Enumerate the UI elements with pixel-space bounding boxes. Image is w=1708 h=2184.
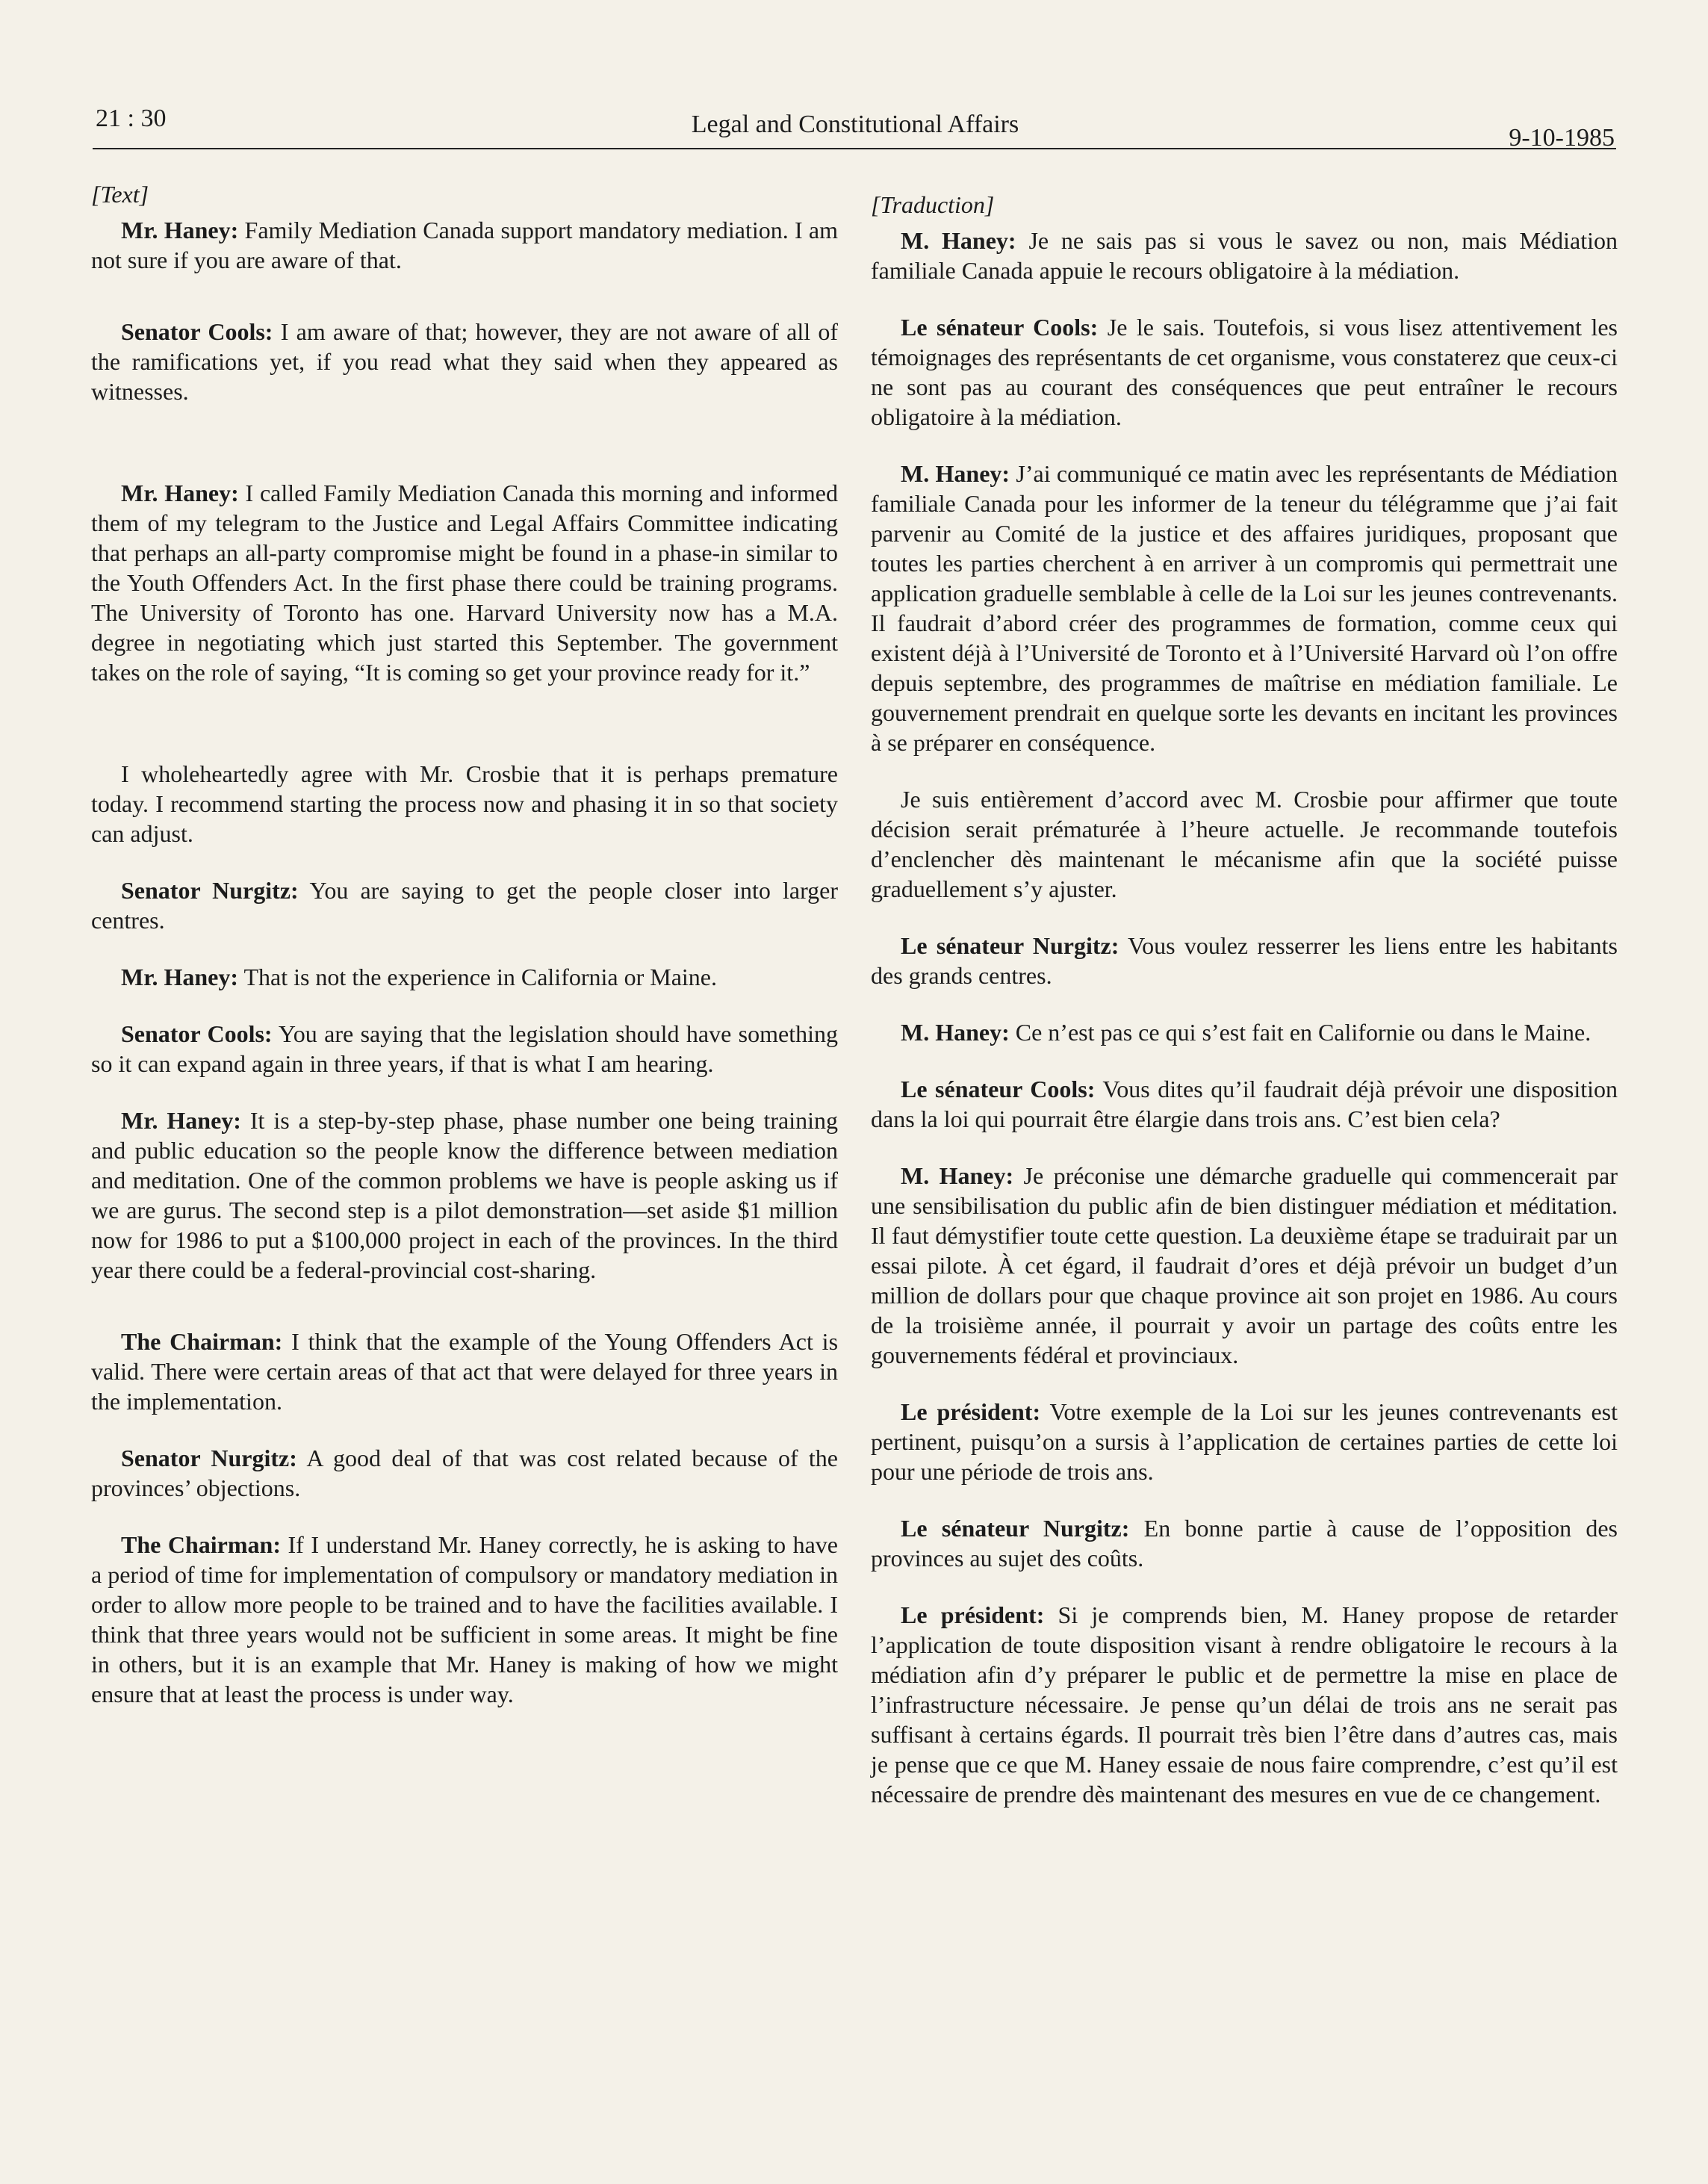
speech: I am aware of that; however, they are not aware of all of the ramifications yet, if you read what they said when they appeared as witnesses. bbox=[91, 318, 839, 405]
speech: Je ne sais pas si vous le savez ou non, mais Médiation familiale Canada appuie le recours obligatoire à la médiation. bbox=[871, 227, 1618, 284]
speech: En bonne partie à cause de l’opposition des provinces au sujet des coûts. bbox=[871, 1515, 1618, 1572]
speaker: Le sénateur Cools: bbox=[901, 1076, 1096, 1102]
speaker: Senator Cools: bbox=[121, 1020, 273, 1047]
paragraph bbox=[91, 1443, 838, 1503]
speech: Je préconise une démarche graduelle qui commencerait par une sensibilisation du public afin de bien distinguer médiation et méditation. Il faut démystifier toute cette question. La deuxième étape se traduirait par un essai pilote. À cet égard, il faudrait d’ores et déjà prévoir un budget d’un million de dollars pour que chaque province ait son projet en 1986. Au cours de la troisième année, il pourrait y avoir un partage des coûts entre les gouvernements fédéral et provinciaux. bbox=[871, 1162, 1618, 1368]
speaker: Mr. Haney: bbox=[121, 217, 239, 243]
paragraph bbox=[91, 478, 838, 687]
speaker: Le président: bbox=[901, 1398, 1041, 1425]
paragraph bbox=[871, 931, 1618, 990]
paragraph bbox=[871, 1600, 1618, 1809]
english-column bbox=[91, 179, 838, 1736]
paragraph bbox=[91, 1105, 838, 1285]
speech: Family Mediation Canada support mandatory mediation. I am not sure if you are aware of that. bbox=[91, 217, 839, 273]
speaker: Senator Cools: bbox=[121, 318, 273, 345]
column-label: [Traduction] bbox=[871, 191, 995, 218]
speaker: Senator Nurgitz: bbox=[121, 1445, 297, 1471]
speech: That is not the experience in California or Maine. bbox=[243, 964, 717, 990]
speaker: The Chairman: bbox=[121, 1531, 281, 1558]
speaker: Le sénateur Nurgitz: bbox=[901, 932, 1119, 959]
paragraph bbox=[871, 1074, 1618, 1134]
speaker: Mr. Haney: bbox=[121, 1107, 241, 1134]
speech: You are saying that the legislation should have something so it can expand again in three years, if that is what I am hearing. bbox=[91, 1020, 839, 1077]
page-header bbox=[96, 105, 1615, 152]
french-column bbox=[871, 190, 1618, 1836]
speaker: Le sénateur Nurgitz: bbox=[901, 1515, 1130, 1542]
paragraph bbox=[91, 1530, 838, 1709]
speaker: M. Haney: bbox=[901, 1019, 1010, 1046]
speech: Je le sais. Toutefois, si vous lisez attentivement les témoignages des représentants de cet organisme, vous constaterez que ceux-ci ne sont pas au courant des conséquences que peut entraîner le recours obligatoire à la médiation. bbox=[871, 314, 1618, 430]
paragraph bbox=[871, 312, 1618, 432]
speaker: Senator Nurgitz: bbox=[121, 877, 299, 904]
paragraph bbox=[91, 215, 838, 275]
speech: Vous dites qu’il faudrait déjà prévoir une disposition dans la loi qui pourrait être élargie dans trois ans. C’est bien cela? bbox=[871, 1076, 1618, 1132]
speech: You are saying to get the people closer into larger centres. bbox=[91, 877, 839, 934]
paragraph bbox=[871, 1513, 1618, 1573]
speech: J’ai communiqué ce matin avec les représentants de Médiation familiale Canada pour les informer de la teneur du télégramme que j’ai fait parvenir au Comité de la justice et des affaires juridiques, proposant que toutes les parties cherchent à en arriver à un compromis qui permettrait une application graduelle semblable à celle de la Loi sur les jeunes contrevenants. Il faudrait d’abord créer des programmes de formation, comme ceux qui existent déjà à l’Université de Toronto et à l’Université Harvard où l’on offre depuis septembre, des programmes de maîtrise en médiation familiale. Le gouvernement prendrait en quelque sorte les devants en incitant les provinces à se préparer en conséquence. bbox=[871, 460, 1618, 756]
speech: Ce n’est pas ce qui s’est fait en Californie ou dans le Maine. bbox=[1015, 1019, 1591, 1046]
paragraph bbox=[91, 875, 838, 935]
header-date: 9-10-1985 bbox=[1509, 124, 1615, 152]
paragraph bbox=[871, 784, 1618, 904]
speech: It is a step-by-step phase, phase number one being training and public education so the people know the difference between mediation and meditation. One of the common problems we have is people asking us if we are gurus. The second step is a pilot demonstration—set aside $1 million now for 1986 to put a $100,000 project in each of the provinces. In the third year there could be a federal-provincial cost-sharing. bbox=[91, 1107, 839, 1283]
page-number: 21 : 30 bbox=[96, 105, 167, 132]
paragraph bbox=[871, 1017, 1618, 1047]
speaker: Mr. Haney: bbox=[121, 964, 239, 990]
paragraph bbox=[871, 1161, 1618, 1370]
paragraph bbox=[91, 1019, 838, 1079]
speaker: Le président: bbox=[901, 1601, 1045, 1628]
speech: Je suis entièrement d’accord avec M. Crosbie pour affirmer que toute décision serait prématurée à l’heure actuelle. Je recommande toutefois d’enclencher dès maintenant le mécanisme afin que la société puisse graduellement s’y ajuster. bbox=[871, 786, 1618, 902]
paragraph bbox=[91, 759, 838, 849]
speech: Si je comprends bien, M. Haney propose de retarder l’application de toute disposition visant à rendre obligatoire le recours à la médiation afin d’y préparer le public et de permettre la mise en place de l’infrastructure nécessaire. Je pense qu’un délai de trois ans ne serait pas suffisant à certains égards. Il pourrait très bien l’être dans d’autres cas, mais je pense que ce que M. Haney essaie de nous faire comprendre, c’est qu’il est nécessaire de prendre dès maintenant des mesures en vue de ce changement. bbox=[871, 1601, 1618, 1808]
speech: If I understand Mr. Haney correctly, he is asking to have a period of time for implementation of compulsory or mandatory mediation in order to allow more people to be trained and to have the facilities available. I think that three years would not be sufficient in some areas. It might be fine in others, but it is an example that Mr. Haney is making of how we might ensure that at least the process is under way. bbox=[91, 1531, 839, 1707]
paragraph bbox=[871, 1397, 1618, 1486]
paragraph bbox=[91, 1327, 838, 1416]
speech: I called Family Mediation Canada this morning and informed them of my telegram to the Justice and Legal Affairs Committee indicating that perhaps an all-party compromise might be found in a phase-in similar to the Youth Offenders Act. In the first phase there could be training programs. The University of Toronto has one. Harvard University now has a M.A. degree in negotiating which just started this September. The government takes on the role of saying, “It is coming so get your province ready for it.” bbox=[91, 480, 839, 686]
speaker: Mr. Haney: bbox=[121, 480, 239, 506]
speech: I think that the example of the Young Offenders Act is valid. There were certain areas of that act that were delayed for three years in the implementation. bbox=[91, 1328, 839, 1415]
running-title: Legal and Constitutional Affairs bbox=[691, 111, 1019, 138]
speaker: M. Haney: bbox=[901, 460, 1010, 487]
column-label: [Text] bbox=[91, 181, 149, 208]
paragraph bbox=[871, 459, 1618, 757]
speaker: M. Haney: bbox=[901, 1162, 1014, 1189]
paragraph bbox=[91, 317, 838, 406]
speech: A good deal of that was cost related because of the provinces’ objections. bbox=[91, 1445, 839, 1501]
speaker: The Chairman: bbox=[121, 1328, 283, 1355]
speech: I wholeheartedly agree with Mr. Crosbie that it is perhaps premature today. I recommend starting the process now and phasing it in so that society can adjust. bbox=[91, 760, 838, 847]
speaker: M. Haney: bbox=[901, 227, 1016, 254]
paragraph bbox=[871, 226, 1618, 285]
speech: Vous voulez resserrer les liens entre les habitants des grands centres. bbox=[871, 932, 1618, 989]
paragraph bbox=[91, 962, 838, 992]
speech: Votre exemple de la Loi sur les jeunes contrevenants est pertinent, puisqu’on a sursis à l’application de certaines parties de cette loi pour une période de trois ans. bbox=[871, 1398, 1618, 1485]
speaker: Le sénateur Cools: bbox=[901, 314, 1099, 341]
header-rule bbox=[93, 148, 1616, 149]
